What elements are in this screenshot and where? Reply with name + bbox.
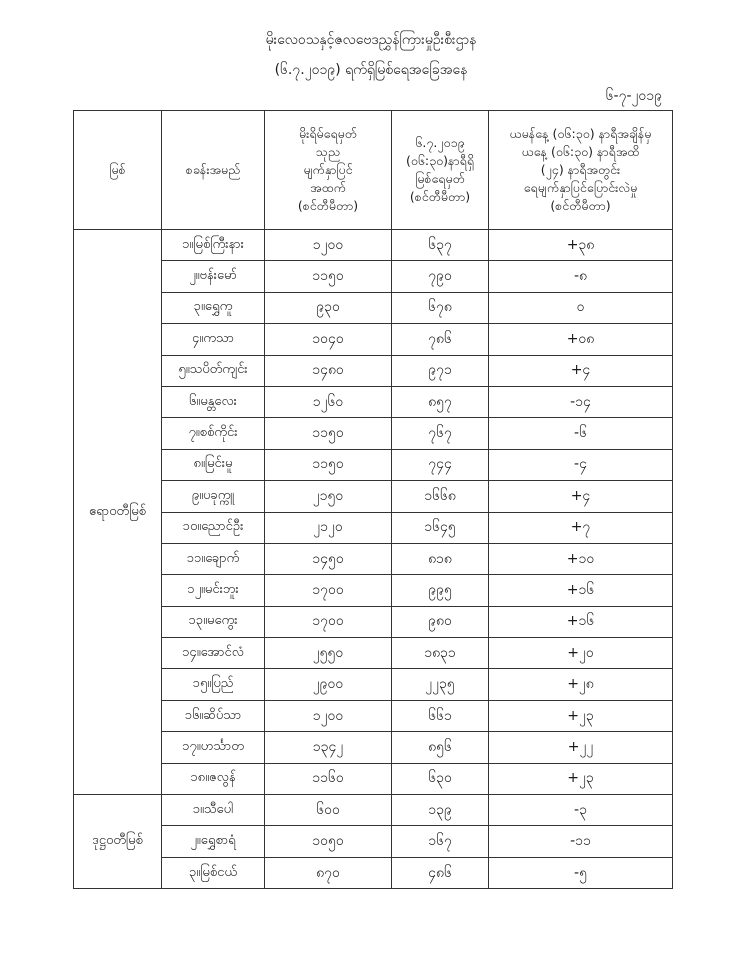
danger-level-cell: ၁၁၅၀: [265, 418, 392, 449]
level-change-cell: +၄: [489, 481, 673, 512]
danger-level-cell: ၁၁၆၀: [265, 763, 392, 794]
table-row: [74, 543, 673, 574]
danger-level-cell: ၂၉၀၀: [265, 669, 392, 700]
station-cell: ၃။မြစ်ငယ်: [162, 857, 265, 888]
level-change-cell: +၂၀: [489, 638, 673, 669]
header-line: မျက်နှာပြင်: [303, 162, 353, 177]
station-cell: ၆။မန္တလေး: [162, 386, 265, 417]
level-change-cell: -၆: [489, 418, 673, 449]
level-change-cell: ၀: [489, 292, 673, 323]
station-cell: ၁၃။မကွေး: [162, 606, 265, 637]
current-level-cell: ၁၈၃၁: [392, 638, 489, 669]
header-line: မြစ်ရေမှတ်: [415, 171, 465, 186]
current-level-cell: ၉၇၁: [392, 355, 489, 386]
station-cell: ၁။သီပေါ: [162, 795, 265, 826]
danger-level-cell: ၁၀၅၀: [265, 826, 392, 857]
level-change-cell: +၂၃: [489, 763, 673, 794]
current-level-cell: ၉၉၅: [392, 575, 489, 606]
table-row: [74, 669, 673, 700]
danger-level-cell: ၁၁၅၀: [265, 261, 392, 292]
danger-level-column-header: [265, 111, 392, 230]
station-cell: ၈။မြင်းမူ: [162, 449, 265, 480]
station-cell: ၃။ရွှေကူ: [162, 292, 265, 323]
level-change-cell: +၁၆: [489, 575, 673, 606]
level-change-cell: -၁၄: [489, 386, 673, 417]
table-row: [74, 857, 673, 888]
table-row: [74, 418, 673, 449]
header-line: (၂၄) နာရီအတွင်း: [540, 162, 621, 177]
danger-level-cell: ၁၇၀၀: [265, 606, 392, 637]
danger-level-cell: ၂၅၅၀: [265, 638, 392, 669]
level-change-cell: +၄: [489, 355, 673, 386]
header-line: ၆.၇.၂၀၁၉: [415, 135, 465, 150]
station-cell: ၁၁။ချောက်: [162, 543, 265, 574]
level-change-cell: +၂၈: [489, 669, 673, 700]
station-cell: ၁၂။မင်းဘူး: [162, 575, 265, 606]
current-level-cell: ၁၆၄၅: [392, 512, 489, 543]
current-level-cell: ၆၃၇: [392, 230, 489, 261]
current-level-cell: ၈၅၆: [392, 732, 489, 763]
header-line: မိုးရိမ်ရေမှတ်: [299, 126, 357, 141]
table-row: [74, 732, 673, 763]
report-title: (၆.၇.၂၀၁၉) ရက်ရှိမြစ်ရေအခြေအနေ: [274, 62, 468, 78]
danger-level-cell: ၁၀၄၀: [265, 324, 392, 355]
table-row: [74, 355, 673, 386]
station-column-header: စခန်းအမည်: [162, 111, 265, 230]
table-row: [74, 230, 673, 261]
header-line: အထက်: [310, 180, 346, 195]
table-row: [74, 763, 673, 794]
header-line: ယနေ့ (၀၆:၃၀) နာရီအထိ: [521, 144, 640, 159]
danger-level-cell: ၈၇၀: [265, 857, 392, 888]
table-row: [74, 292, 673, 323]
level-change-cell: -၄: [489, 449, 673, 480]
level-change-cell: +၁၆: [489, 606, 673, 637]
station-cell: ၅။သပိတ်ကျင်း: [162, 355, 265, 386]
table-row: [74, 449, 673, 480]
header-line: ရေမျက်နှာပြင်ပြောင်းလဲမှု: [523, 180, 638, 195]
danger-level-cell: ၁၄၈၀: [265, 355, 392, 386]
danger-level-cell: ၆၀၀: [265, 795, 392, 826]
level-change-cell: +၂၂: [489, 732, 673, 763]
table-row: [74, 512, 673, 543]
level-change-cell: -၅: [489, 857, 673, 888]
level-change-cell: +၇: [489, 512, 673, 543]
danger-level-cell: ၂၁၅၀: [265, 481, 392, 512]
danger-level-cell: ၁၂၀၀: [265, 230, 392, 261]
danger-level-cell: ၂၁၂၀: [265, 512, 392, 543]
change-column-header: [489, 111, 673, 230]
station-cell: ၉။ပခုက္ကူ: [162, 481, 265, 512]
table-row: [74, 324, 673, 355]
station-cell: ၁။မြစ်ကြီးနား: [162, 230, 265, 261]
danger-level-cell: ၉၃၀: [265, 292, 392, 323]
header-row: [74, 111, 673, 230]
current-level-cell: ၉၈၀: [392, 606, 489, 637]
river-name-cell: ဒုဋ္ဌဝတီမြစ်: [74, 795, 162, 889]
table-row: [74, 481, 673, 512]
station-cell: ၁၆။ဆိပ်သာ: [162, 700, 265, 731]
current-level-cell: ၄၈၆: [392, 857, 489, 888]
station-cell: ၂။ရွှေစာရံ: [162, 826, 265, 857]
current-level-cell: ၂၂၃၅: [392, 669, 489, 700]
station-cell: ၁၇။ဟင်္သာတ: [162, 732, 265, 763]
table-row: [74, 826, 673, 857]
table-row: [74, 795, 673, 826]
station-cell: ၁၀။ညောင်ဦး: [162, 512, 265, 543]
danger-level-cell: ၁၇၀၀: [265, 575, 392, 606]
current-level-cell: ၆၆၁: [392, 700, 489, 731]
table-body: [74, 230, 673, 889]
report-date: ၆-၇-၂၀၁၉: [605, 88, 662, 104]
current-level-column-header: [392, 111, 489, 230]
header-line: (စင်တီမီတာ): [550, 198, 611, 213]
current-level-cell: ၇၄၄: [392, 449, 489, 480]
current-level-cell: ၁၃၉: [392, 795, 489, 826]
current-level-cell: ၆၇၈: [392, 292, 489, 323]
table-row: [74, 575, 673, 606]
station-cell: ၁၄။အောင်လံ: [162, 638, 265, 669]
station-cell: ၁၈။ဇလွန်: [162, 763, 265, 794]
current-level-cell: ၇၆၇: [392, 418, 489, 449]
header-line: (စင်တီမီတာ): [297, 198, 359, 213]
level-change-cell: -၃: [489, 795, 673, 826]
table-row: [74, 638, 673, 669]
level-change-cell: +၀၈: [489, 324, 673, 355]
river-name-cell: ဧရာဝတီမြစ်: [74, 230, 162, 795]
danger-level-cell: ၁၂၆၀: [265, 386, 392, 417]
station-cell: ၁၅။ပြည်: [162, 669, 265, 700]
current-level-cell: ၆၃၀: [392, 763, 489, 794]
current-level-cell: ၁၆၇: [392, 826, 489, 857]
station-cell: ၂။ဗန်းမော်: [162, 261, 265, 292]
level-change-cell: -၁၁: [489, 826, 673, 857]
level-change-cell: +၃၈: [489, 230, 673, 261]
current-level-cell: ၈၅၇: [392, 386, 489, 417]
danger-level-cell: ၁၂၀၀: [265, 700, 392, 731]
danger-level-cell: ၁၁၅၀: [265, 449, 392, 480]
river-column-header: မြစ်: [74, 111, 162, 230]
danger-level-cell: ၁၃၄၂: [265, 732, 392, 763]
current-level-cell: ၇၉၀: [392, 261, 489, 292]
header-line: (စင်တီမီတာ): [409, 189, 471, 204]
table-row: [74, 700, 673, 731]
header-line: (၀၆:၃၀)နာရီရှိ: [405, 153, 475, 168]
header-line: ယမန်နေ့ (၀၆:၃၀) နာရီအချိန်မှ: [509, 126, 652, 141]
current-level-cell: ၈၁၈: [392, 543, 489, 574]
level-change-cell: -၈: [489, 261, 673, 292]
department-title: မိုးလေဝသနှင့်ဇလဗေဒညွှန်ကြားမှုဦးစီးဌာန: [265, 32, 477, 48]
station-cell: ၄။ကသာ: [162, 324, 265, 355]
river-level-table: [73, 110, 673, 889]
table-row: [74, 386, 673, 417]
station-cell: ၇။စစ်ကိုင်း: [162, 418, 265, 449]
table-row: [74, 606, 673, 637]
level-change-cell: +၁၀: [489, 543, 673, 574]
table-row: [74, 261, 673, 292]
danger-level-cell: ၁၄၅၀: [265, 543, 392, 574]
level-change-cell: +၂၃: [489, 700, 673, 731]
header-line: သုည: [315, 144, 341, 159]
current-level-cell: ၇၈၆: [392, 324, 489, 355]
current-level-cell: ၁၆၆၈: [392, 481, 489, 512]
